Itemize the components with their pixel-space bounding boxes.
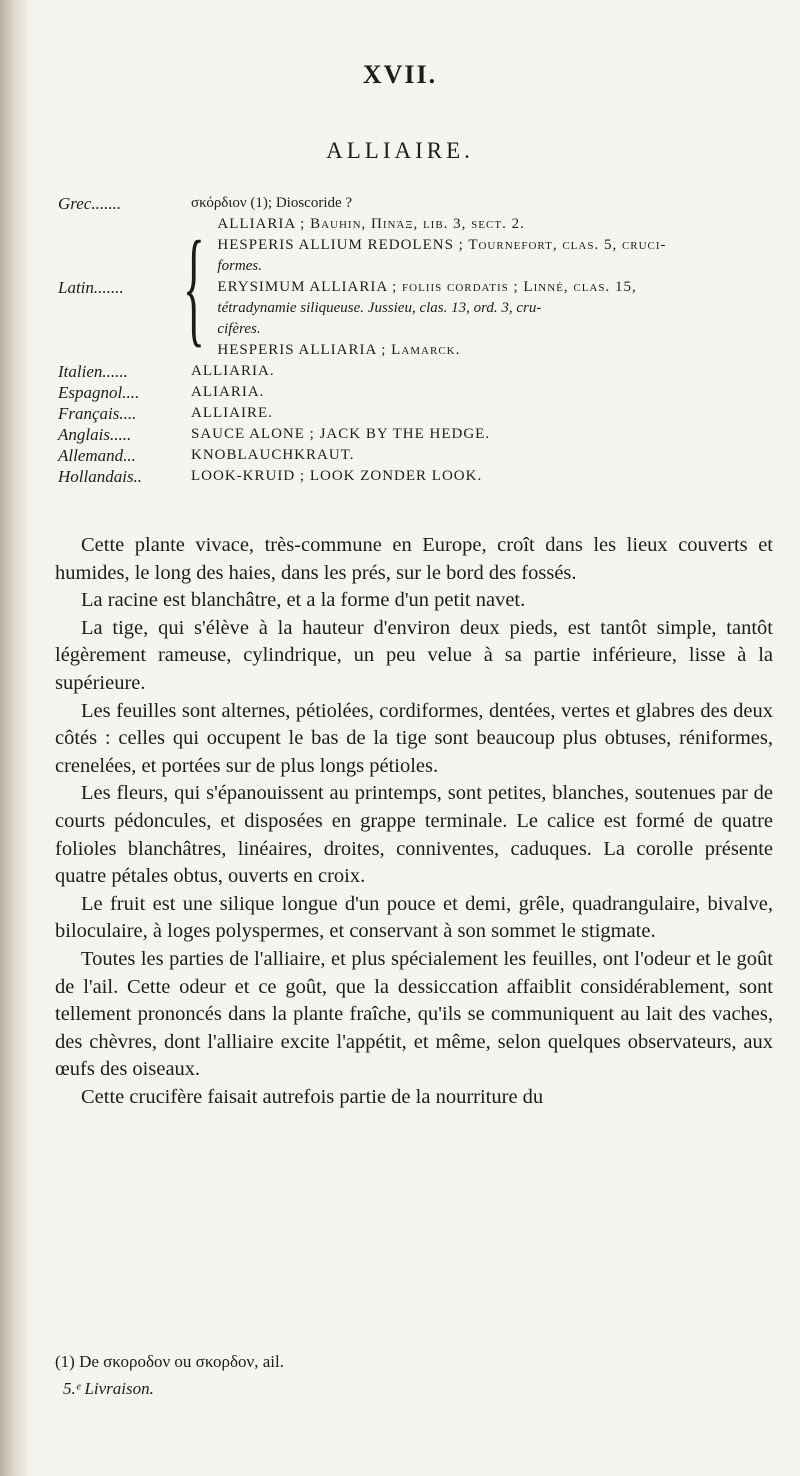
latin-name-line: HESPERIS ALLIARIA ; Lamarck.	[217, 342, 461, 358]
name-row-espagnol	[58, 382, 798, 403]
curly-brace-icon: {	[183, 215, 205, 359]
name-value-grec: σκόρδιον (1); Dioscoride ?	[191, 195, 353, 211]
plant-title: ALLIAIRE.	[326, 138, 474, 163]
name-row-hollandais	[58, 466, 798, 487]
language-label-latin: Latin.......	[58, 278, 124, 297]
name-value: ALLIAIRE.	[191, 405, 273, 421]
latin-name-line: ERYSIMUM ALLIARIA ; foliis cordatis ; Linné, clas. 15,	[217, 279, 637, 295]
names-table	[58, 193, 798, 487]
language-label: Anglais.....	[58, 425, 132, 444]
paragraph: Le fruit est une silique longue d'un pouce et demi, grêle, quadrangulaire, bivalve, biloculaire, à loges polyspermes, et conservant à son sommet le stigmate.	[55, 892, 773, 943]
language-label-grec: Grec.......	[58, 194, 122, 213]
language-label: Espagnol....	[58, 383, 140, 402]
latin-name-line: ALLIARIA ; Bauhin, Πινάξ, lib. 3, sect. 2.	[217, 216, 525, 232]
language-label: Italien......	[58, 362, 128, 381]
name-row-anglais	[58, 424, 798, 445]
name-value: ALLIARIA.	[191, 363, 275, 379]
name-row-latin	[58, 214, 798, 361]
name-value: LOOK-KRUID ; LOOK ZONDER LOOK.	[191, 468, 483, 484]
name-row-allemand	[58, 445, 798, 466]
signature-mark: 5.ᵉ Livraison.	[63, 1379, 154, 1398]
paragraph: Les feuilles sont alternes, pétiolées, cordiformes, dentées, vertes et glabres des deux côtés : celles qui occupent le bas de la tige sont beaucoup plus obtuses, réniformes, crenelées, et portées sur de plus longs pétioles.	[55, 699, 773, 777]
name-value: ALIARIA.	[191, 384, 265, 400]
paragraph: Les fleurs, qui s'épanouissent au printemps, sont petites, blanches, soutenues par de courts pédoncules, et disposées en grappe terminale. Le calice est formé de quatre folioles blanchâtres, linéaires, droites, conniventes, caduques. La corolle présente quatre pétales obtus, ouverts en croix.	[55, 782, 773, 888]
latin-name-line: HESPERIS ALLIUM REDOLENS ; Tournefort, clas. 5, cruci-	[217, 237, 667, 253]
name-row-italien	[58, 361, 798, 382]
paragraph: Cette crucifère faisait autrefois partie de la nourriture du	[81, 1085, 544, 1108]
description-text	[55, 532, 773, 1111]
latin-names	[217, 214, 798, 361]
language-label: Français....	[58, 404, 137, 423]
paragraph: Toutes les parties de l'alliaire, et plus spécialement les feuilles, ont l'odeur et le goût de l'ail. Cette odeur et ce goût, que la dessiccation affaiblit considérablement, sont tellement prononcés dans la plante fraîche, qu'ils se communiquent au lait des vaches, des chèvres, dont l'alliaire excite l'appétit, et même, selon quelques observateurs, aux œufs des oiseaux.	[55, 947, 773, 1081]
page-number: XVII.	[362, 60, 438, 89]
footnote	[55, 1348, 755, 1402]
page-edge-shadow	[0, 0, 28, 1476]
paragraph: La tige, qui s'élève à la hauteur d'environ deux pieds, est tantôt simple, tantôt légèrement rameuse, cylindrique, un peu velue à sa partie inférieure, lisse à la supérieure.	[55, 616, 773, 694]
name-value: KNOBLAUCHKRAUT.	[191, 447, 355, 463]
language-label: Hollandais..	[58, 467, 143, 486]
latin-name-line: formes.	[217, 258, 262, 274]
name-row-grec	[58, 193, 798, 214]
language-label: Allemand...	[58, 446, 136, 465]
latin-name-line: cifères.	[217, 321, 261, 337]
paragraph: La racine est blanchâtre, et a la forme d'un petit navet.	[81, 589, 526, 612]
name-value: SAUCE ALONE ; JACK BY THE HEDGE.	[191, 426, 491, 442]
footnote-text: (1) De σκοροδον ou σκορδον, ail.	[55, 1352, 284, 1371]
latin-name-line: tétradynamie siliqueuse. Jussieu, clas. 13, ord. 3, cru-	[217, 300, 542, 316]
paragraph: Cette plante vivace, très-commune en Europe, croît dans les lieux couverts et humides, le long des haies, dans les prés, sur le bord des fossés.	[55, 534, 773, 584]
name-row-francais	[58, 403, 798, 424]
